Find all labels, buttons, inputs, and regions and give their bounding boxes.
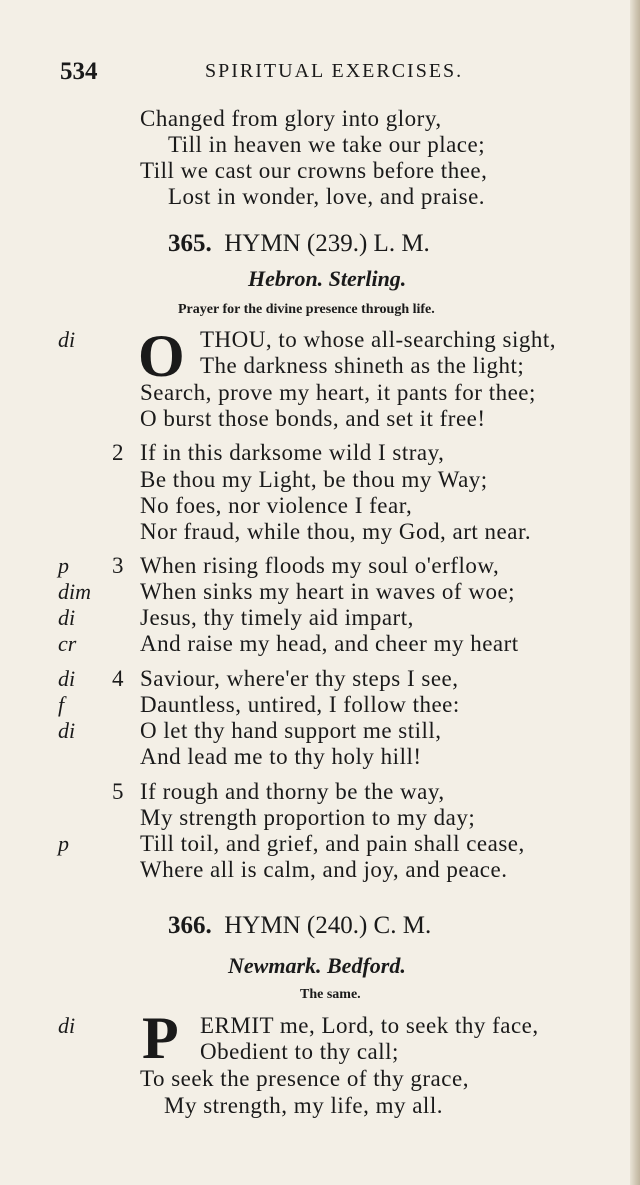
hymn-heading (168, 912, 431, 940)
verse-line: And raise my head, and cheer my heart (140, 631, 519, 656)
stanza-number: 2 (112, 440, 124, 465)
verse-line: Changed from glory into glory, (140, 106, 442, 131)
dynamic-marking: f (58, 692, 65, 717)
dynamic-marking: cr (58, 631, 77, 656)
page-number: 534 (60, 58, 98, 85)
page-edge (630, 0, 640, 1185)
verse-line: Jesus, thy timely aid impart, (140, 605, 414, 630)
verse-line: If in this darksome wild I stray, (140, 440, 445, 465)
hymn-title: HYMN (240.) C. M. (224, 912, 432, 939)
dynamic-marking: p (58, 831, 69, 856)
verse-line: Lost in wonder, love, and praise. (168, 184, 486, 209)
stanza-number: 5 (112, 779, 124, 804)
verse-line: My strength proportion to my day; (140, 805, 476, 830)
stanza-number: 4 (112, 666, 124, 691)
dynamic-marking: di (58, 327, 76, 352)
verse-line: Saviour, where'er thy steps I see, (140, 666, 459, 691)
verse-line: My strength, my life, my all. (164, 1093, 443, 1118)
dynamic-marking: di (58, 1013, 76, 1038)
verse-line: Till in heaven we take our place; (168, 132, 486, 157)
verse-line: When sinks my heart in waves of woe; (140, 579, 516, 604)
verse-line: The darkness shineth as the light; (200, 353, 525, 378)
verse-line: Search, prove my heart, it pants for thee; (140, 380, 536, 405)
verse-line: And lead me to thy holy hill! (140, 744, 422, 769)
verse-line: Be thou my Light, be thou my Way; (140, 467, 488, 492)
verse-line: Nor fraud, while thou, my God, art near. (140, 519, 532, 544)
verse-line: Dauntless, untired, I follow thee: (140, 692, 460, 717)
dynamic-marking: dim (58, 579, 91, 604)
tune-names: Newmark. Bedford. (228, 953, 406, 978)
drop-cap: P (142, 1005, 179, 1071)
verse-line: To seek the presence of thy grace, (140, 1066, 469, 1091)
verse-line: THOU, to whose all-searching sight, (200, 327, 557, 352)
hymn-title: HYMN (239.) L. M. (224, 230, 430, 257)
dynamic-marking: di (58, 666, 76, 691)
verse-line: O let thy hand support me still, (140, 718, 442, 743)
tune-names: Hebron. Sterling. (248, 266, 407, 291)
hymn-number: 365. (168, 230, 212, 257)
hymn-heading (168, 230, 430, 258)
running-header: SPIRITUAL EXERCISES. (205, 60, 464, 82)
hymn-subject: The same. (300, 987, 361, 1002)
verse-line: Till toil, and grief, and pain shall cease, (140, 831, 525, 856)
verse-line: O burst those bonds, and set it free! (140, 406, 486, 431)
dynamic-marking: di (58, 605, 76, 630)
verse-line: If rough and thorny be the way, (140, 779, 445, 804)
hymn-number: 366. (168, 912, 212, 939)
verse-line: Till we cast our crowns before thee, (140, 158, 488, 183)
verse-line: Where all is calm, and joy, and peace. (140, 857, 508, 882)
verse-line: ERMIT me, Lord, to seek thy face, (200, 1013, 539, 1038)
hymn-subject: Prayer for the divine presence through life. (178, 302, 435, 317)
dynamic-marking: di (58, 718, 76, 743)
stanza-number: 3 (112, 553, 124, 578)
verse-line: Obedient to thy call; (200, 1039, 399, 1064)
dynamic-marking: p (58, 553, 69, 578)
verse-line: When rising floods my soul o'erflow, (140, 553, 500, 578)
drop-cap: O (138, 323, 185, 389)
verse-line: No foes, nor violence I fear, (140, 493, 413, 518)
